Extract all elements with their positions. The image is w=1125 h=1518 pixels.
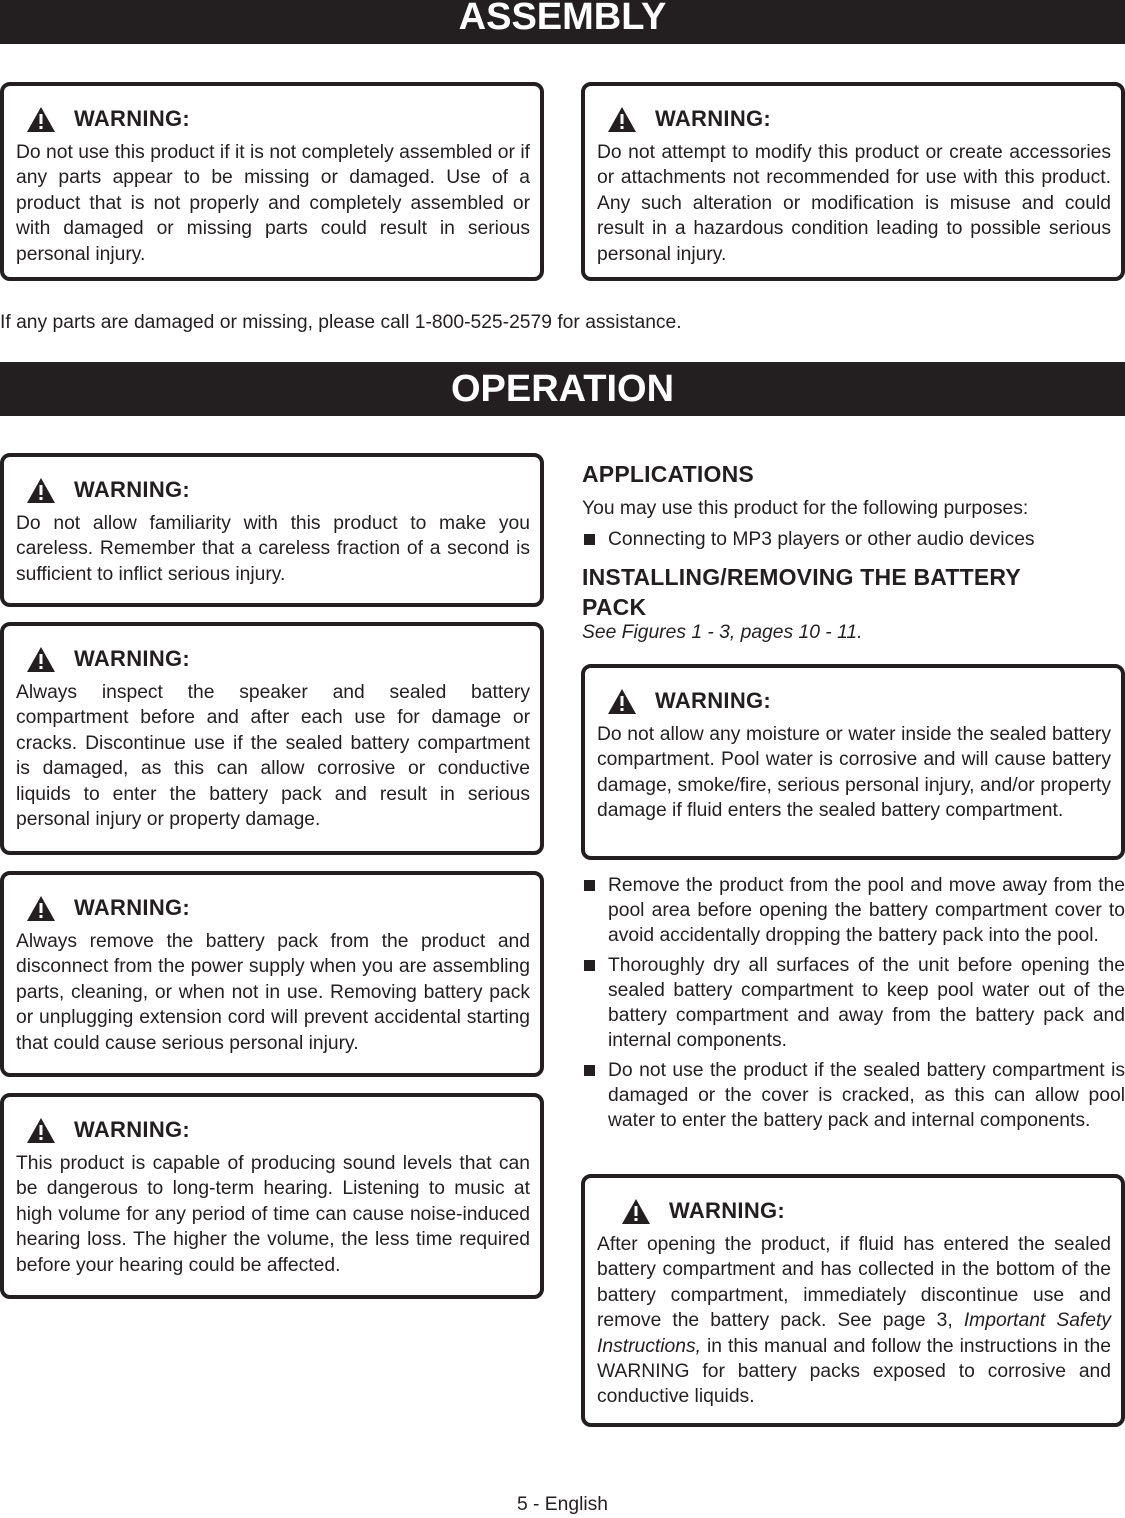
list-item: Connecting to MP3 players or other audio devices bbox=[582, 527, 1125, 552]
operation-warning-box bbox=[0, 1093, 544, 1299]
operation-warning-box bbox=[0, 453, 544, 607]
warning-header bbox=[16, 475, 530, 505]
warning-header bbox=[597, 686, 1111, 716]
warning-text: Always remove the battery pack from the product and disconnect from the power supply when you are assembling parts, cleaning, or when not in use. Removing battery pack or unplugging extension cord will prevent accidental starting that could cause serious personal injury. bbox=[16, 931, 530, 1054]
assembly-warning-box bbox=[0, 82, 544, 281]
warning-header bbox=[16, 644, 530, 674]
assembly-banner bbox=[0, 0, 1125, 44]
applications-intro: You may use this product for the following purposes: bbox=[582, 498, 1029, 519]
battery-warning-box bbox=[581, 664, 1125, 860]
warning-label: WARNING: bbox=[655, 106, 772, 131]
warning-label: WARNING: bbox=[74, 646, 191, 671]
warning-triangle-icon bbox=[607, 688, 637, 715]
assembly-warning-box bbox=[581, 82, 1125, 281]
operation-warning-box bbox=[0, 871, 544, 1077]
warning-label: WARNING: bbox=[74, 477, 191, 502]
bullet-square-icon bbox=[584, 534, 595, 545]
applications-heading: APPLICATIONS bbox=[582, 461, 754, 487]
warning-text: After opening the product, if fluid has entered the sealed battery compartment and has collected in the bottom of the battery compartment, immediately discontinue use and remove the battery pack. See page 3, Important Safety Instructions, in this manual and follow the instructions in the WARNING for battery packs exposed to corrosive and conductive liquids. bbox=[597, 1234, 1112, 1408]
warning-header bbox=[597, 104, 1111, 134]
assembly-title: ASSEMBLY bbox=[458, 0, 667, 38]
operation-warning-box bbox=[0, 622, 544, 855]
warning-triangle-icon bbox=[607, 106, 637, 133]
bullet-square-icon bbox=[584, 1065, 595, 1076]
operation-title: OPERATION bbox=[450, 368, 675, 410]
bullet-square-icon bbox=[584, 880, 595, 891]
warning-text: Do not use this product if it is not completely assembled or if any parts appear to be missing or damaged. Use of a product that is not properly and completely assembled or with damaged or missing parts could result in serious personal injury. bbox=[16, 142, 530, 265]
warning-header bbox=[16, 1115, 530, 1145]
see-figures-note: See Figures 1 - 3, pages 10 - 11. bbox=[582, 622, 863, 643]
battery-bullets bbox=[582, 873, 1125, 1133]
operation-banner bbox=[0, 362, 1125, 416]
warning-header bbox=[16, 893, 530, 923]
bullet-square-icon bbox=[584, 960, 595, 971]
warning-text: Do not attempt to modify this product or create accessories or attachments not recommended for use with this product. Any such alteration or modification is misuse and could result in a hazardous condition leading to possible serious personal injury. bbox=[597, 142, 1111, 265]
fluid-warning-box bbox=[581, 1174, 1125, 1427]
list-item: Thoroughly dry all surfaces of the unit before opening the sealed battery compartment to keep pool water out of the battery compartment and away from the battery pack and internal components. bbox=[582, 953, 1125, 1053]
warning-triangle-icon bbox=[26, 477, 56, 504]
warning-label: WARNING: bbox=[74, 1117, 191, 1142]
warning-triangle-icon bbox=[26, 106, 56, 133]
warning-header bbox=[16, 104, 530, 134]
warning-text: Always inspect the speaker and sealed battery compartment before and after each use for damage or cracks. Discontinue use if the sealed battery compartment is damaged, as this can allow corrosive or conductive liquids to enter the battery pack and result in serious personal injury or property damage. bbox=[16, 682, 530, 831]
page-footer: 5 - English bbox=[516, 1494, 609, 1515]
warning-label: WARNING: bbox=[74, 895, 191, 920]
warning-text: This product is capable of producing sound levels that can be dangerous to long-term hearing. Listening to music at high volume for any period of time can cause noise-induced hearing loss. The higher the volume, the less time required before your hearing could be affected. bbox=[16, 1153, 530, 1276]
warning-triangle-icon bbox=[26, 646, 56, 673]
applications-list bbox=[582, 527, 1125, 552]
list-item: Remove the product from the pool and move away from the pool area before opening the battery compartment cover to avoid accidentally dropping the battery pack into the pool. bbox=[582, 873, 1125, 948]
warning-triangle-icon bbox=[26, 895, 56, 922]
warning-triangle-icon bbox=[26, 1117, 56, 1144]
warning-triangle-icon bbox=[621, 1198, 651, 1225]
safety-instructions-reference: Important Safety Instructions, bbox=[597, 1310, 1111, 1357]
assistance-note: If any parts are damaged or missing, please call 1-800-525-2579 for assistance. bbox=[0, 312, 682, 333]
warning-label: WARNING: bbox=[74, 106, 191, 131]
warning-header bbox=[597, 1196, 1111, 1226]
warning-text: Do not allow any moisture or water inside the sealed battery compartment. Pool water is corrosive and will cause battery damage, smoke/fire, serious personal injury, and/or property damage if fluid enters the sealed battery compartment. bbox=[597, 724, 1111, 822]
list-item: Do not use the product if the sealed battery compartment is damaged or the cover is cracked, as this can allow pool water to enter the battery pack and internal components. bbox=[582, 1058, 1125, 1133]
warning-label: WARNING: bbox=[669, 1198, 786, 1223]
warning-label: WARNING: bbox=[655, 688, 772, 713]
warning-text: Do not allow familiarity with this product to make you careless. Remember that a careless fraction of a second is sufficient to inflict serious injury. bbox=[16, 513, 530, 585]
battery-heading: INSTALLING/REMOVING THE BATTERY PACK bbox=[582, 564, 1021, 620]
